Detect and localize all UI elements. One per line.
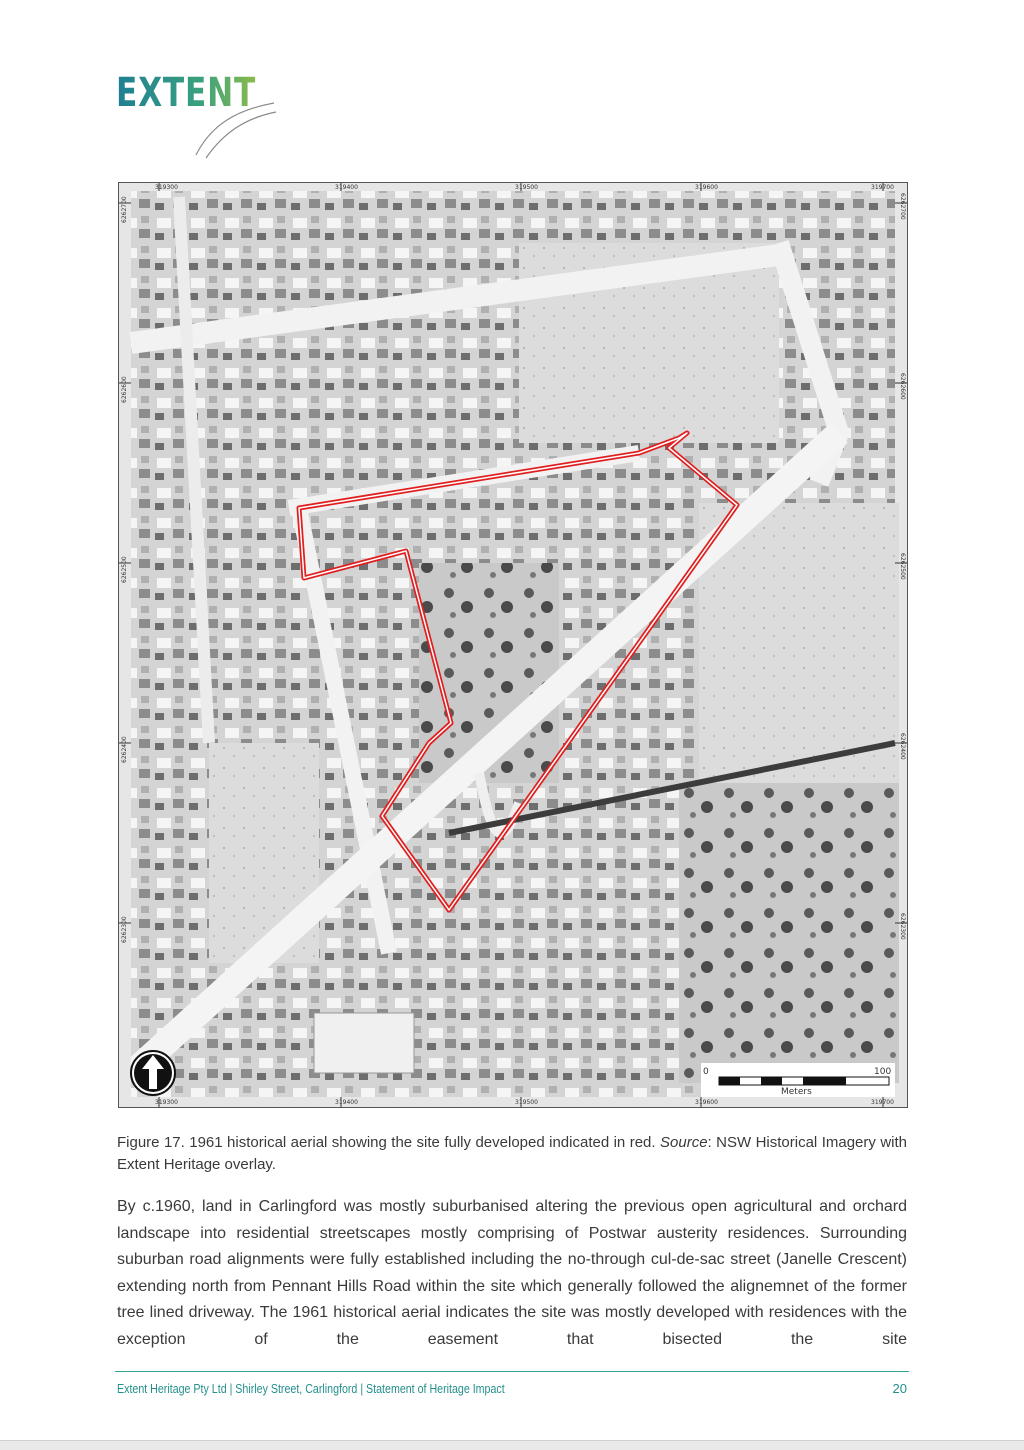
- easting-label-bottom: 319600: [695, 1099, 718, 1106]
- northing-label-left: 6262700: [121, 196, 128, 223]
- northing-label-right: 6262700: [899, 193, 906, 220]
- scale-unit-label: Meters: [781, 1087, 812, 1097]
- northing-label-left: 6262400: [121, 736, 128, 763]
- northing-label-right: 6262300: [899, 913, 906, 940]
- body-paragraph: By c.1960, land in Carlingford was mostly suburbanised altering the previous open agricultural and orchard landscape into residential streetscapes mostly comprising of Postwar austerity residences. Surrounding suburban road alignments were fully established including the no-through cul-de-sac street (Janelle Crescent) extending north from Pennant Hills Road within the site which generally followed the alignemnet of the former tree lined driveway. The 1961 historical aerial indicates the site was mostly developed with residences with the exception of the easement that bisected the site: [117, 1198, 907, 1348]
- northing-label-left: 6262500: [121, 556, 128, 583]
- north-arrow-icon: [131, 1051, 175, 1095]
- easting-label-bottom: 319500: [515, 1099, 538, 1106]
- northing-label-right: 6262500: [899, 553, 906, 580]
- easting-label-top: 319400: [335, 184, 358, 191]
- page-number: 20: [892, 1381, 907, 1396]
- caption-source-text: : NSW Historical Imagery with Extent Heritage overlay.: [117, 1134, 907, 1173]
- northing-label-left: 6262600: [121, 376, 128, 403]
- easting-label-top: 319600: [695, 184, 718, 191]
- aerial-map: [119, 183, 907, 1107]
- northing-label-left: 6262300: [121, 916, 128, 943]
- caption-text: Figure 17. 1961 historical aerial showing the site fully developed indicated in red.: [117, 1134, 661, 1151]
- easting-label-bottom: 319700: [871, 1099, 894, 1106]
- logo-swoosh-icon: [116, 70, 286, 160]
- aerial-map-figure: [118, 182, 908, 1108]
- northing-label-right: 6262600: [899, 373, 906, 400]
- figure-caption: [117, 1132, 907, 1176]
- scale-bar: [701, 1063, 895, 1097]
- footer-title: Extent Heritage Pty Ltd | Shirley Street, Carlingford | Statement of Heritage Impact: [117, 1381, 505, 1396]
- easting-label-top: 319700: [871, 184, 894, 191]
- extent-logo: [116, 70, 286, 160]
- scale-end-label: 100: [874, 1067, 892, 1077]
- easting-label-top: 319500: [515, 184, 538, 191]
- logo-wordmark: EXTENT: [116, 70, 257, 116]
- northing-label-right: 6262400: [899, 733, 906, 760]
- easting-label-bottom: 319300: [155, 1099, 178, 1106]
- easting-label-bottom: 319400: [335, 1099, 358, 1106]
- caption-source-label: Source: [660, 1134, 708, 1151]
- scale-start-label: 0: [703, 1067, 709, 1077]
- footer-divider: [115, 1371, 909, 1372]
- easting-label-top: 319300: [155, 184, 178, 191]
